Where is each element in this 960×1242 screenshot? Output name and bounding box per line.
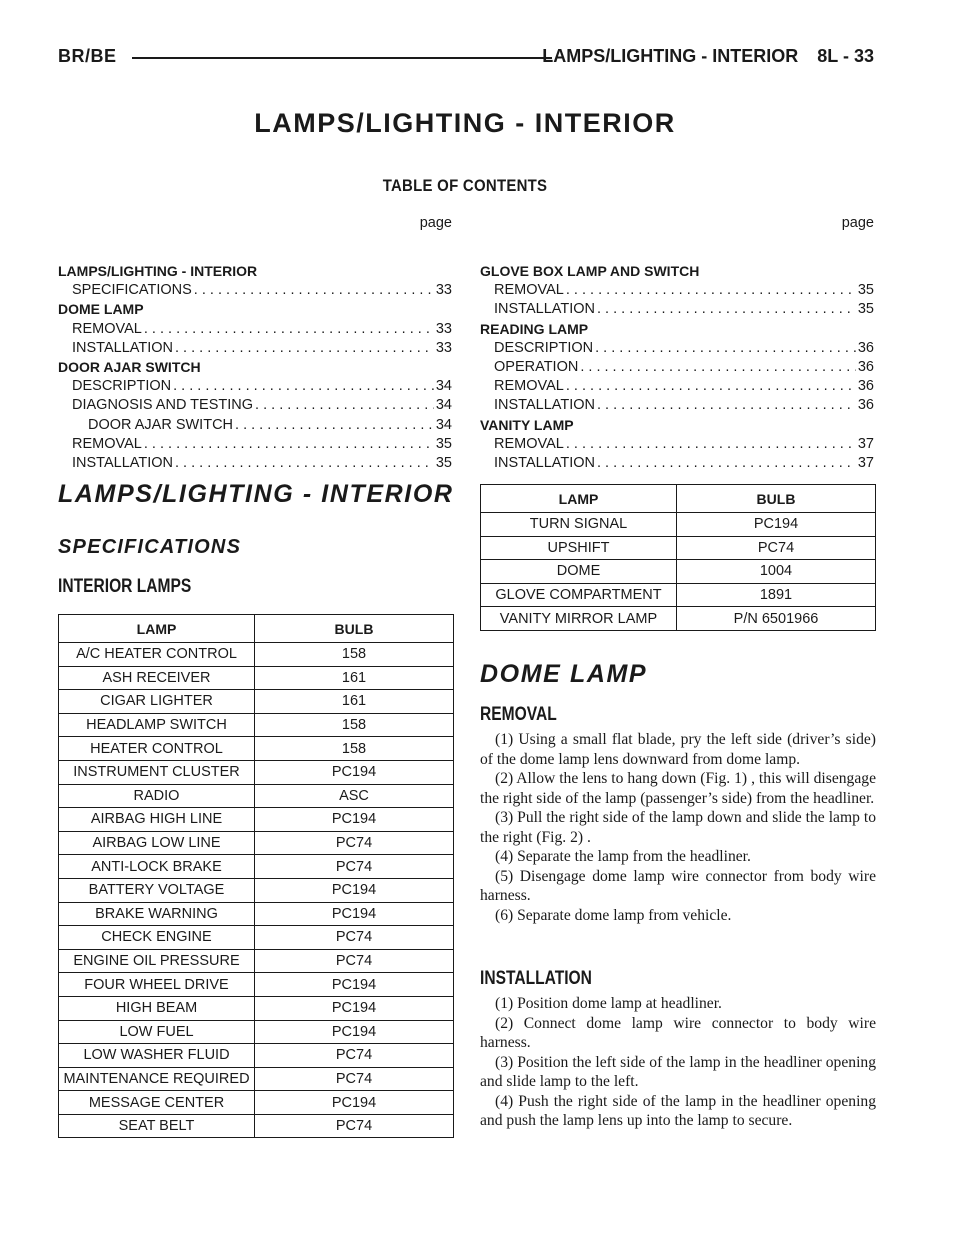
bulb-cell: PC194 bbox=[255, 1020, 454, 1044]
toc-entry bbox=[480, 377, 874, 396]
table-row bbox=[59, 1044, 454, 1068]
table-row bbox=[59, 808, 454, 832]
toc-entry bbox=[480, 262, 874, 281]
lamp-cell: AIRBAG HIGH LINE bbox=[59, 808, 255, 832]
toc-leader-dots bbox=[597, 396, 856, 415]
toc-entry bbox=[58, 262, 452, 281]
toc-entry-page: 37 bbox=[857, 455, 874, 472]
bulb-cell: 158 bbox=[255, 643, 454, 667]
interior-lamps-heading: INTERIOR LAMPS bbox=[58, 576, 192, 597]
procedure-step: (4) Push the right side of the lamp in the headliner opening and push the lamp lens up into the lamp to secure. bbox=[480, 1092, 876, 1129]
toc-entry-label: INSTALLATION bbox=[494, 455, 595, 472]
bulb-cell: PC194 bbox=[255, 902, 454, 926]
bulb-cell: PC74 bbox=[255, 855, 454, 879]
table-row bbox=[59, 760, 454, 784]
bulb-cell: 161 bbox=[255, 690, 454, 714]
toc-entry-page: 36 bbox=[857, 359, 874, 376]
toc-entry-page: 33 bbox=[435, 339, 452, 356]
toc-entry-label: INSTALLATION bbox=[72, 339, 173, 356]
header-right bbox=[528, 46, 874, 67]
table-row bbox=[59, 1114, 454, 1138]
lamp-cell: BRAKE WARNING bbox=[59, 902, 255, 926]
bulb-cell: PC194 bbox=[255, 760, 454, 784]
toc-entry bbox=[58, 416, 452, 435]
bulb-cell: 1004 bbox=[677, 560, 876, 584]
lamp-cell: LOW WASHER FLUID bbox=[59, 1044, 255, 1068]
toc-entry-label: REMOVAL bbox=[72, 435, 142, 452]
lamp-cell: CIGAR LIGHTER bbox=[59, 690, 255, 714]
lamp-cell: LOW FUEL bbox=[59, 1020, 255, 1044]
toc-entry bbox=[480, 435, 874, 454]
page-header bbox=[58, 44, 874, 70]
toc-entry-page: 34 bbox=[435, 416, 452, 433]
toc-entry bbox=[58, 300, 452, 319]
table-row bbox=[59, 949, 454, 973]
section-title: LAMPS/LIGHTING - INTERIOR bbox=[58, 480, 454, 508]
table-row bbox=[59, 1067, 454, 1091]
bulb-cell: PC194 bbox=[255, 878, 454, 902]
toc-entry-label: DOOR AJAR SWITCH bbox=[88, 416, 234, 433]
bulb-cell: PC74 bbox=[255, 1044, 454, 1068]
bulb-cell: 161 bbox=[255, 666, 454, 690]
toc-leader-dots bbox=[595, 339, 856, 358]
toc-entry-label: DOOR AJAR SWITCH bbox=[58, 359, 201, 376]
toc-entry bbox=[58, 281, 452, 300]
lamp-cell: AIRBAG LOW LINE bbox=[59, 831, 255, 855]
installation-procedure bbox=[480, 994, 876, 1131]
toc-entry bbox=[58, 435, 452, 454]
toc-entry-label: INSTALLATION bbox=[72, 455, 173, 472]
toc-entry-page: 33 bbox=[435, 282, 452, 299]
toc-entry bbox=[480, 358, 874, 377]
toc-leader-dots bbox=[175, 454, 434, 473]
toc-leader-dots bbox=[597, 300, 856, 319]
toc-entry-page: 35 bbox=[857, 301, 874, 318]
procedure-step: (6) Separate dome lamp from vehicle. bbox=[495, 906, 732, 924]
toc-entry bbox=[58, 377, 452, 396]
installation-heading: INSTALLATION bbox=[480, 968, 592, 989]
bulb-cell: 158 bbox=[255, 713, 454, 737]
toc-entry-page: 37 bbox=[857, 435, 874, 452]
toc-entry bbox=[480, 320, 874, 339]
lamp-cell: RADIO bbox=[59, 784, 255, 808]
procedure-step: (5) Disengage dome lamp wire connector from body wire harness. bbox=[480, 867, 876, 904]
lamp-cell: MESSAGE CENTER bbox=[59, 1091, 255, 1115]
toc-page-label: page bbox=[419, 215, 452, 231]
lamp-column-header: LAMP bbox=[481, 485, 677, 513]
bulb-cell: PC194 bbox=[677, 513, 876, 537]
bulb-column-header: BULB bbox=[255, 615, 454, 643]
toc-left-list bbox=[58, 262, 452, 473]
table-row bbox=[59, 973, 454, 997]
toc-entry-page: 36 bbox=[857, 378, 874, 395]
toc-entry-label: INSTALLATION bbox=[494, 397, 595, 414]
toc-entry bbox=[58, 396, 452, 415]
dome-lamp-heading: DOME LAMP bbox=[480, 660, 648, 688]
table-row bbox=[481, 513, 876, 537]
toc-entry-page: 35 bbox=[857, 282, 874, 299]
toc-entry-label: DESCRIPTION bbox=[494, 339, 594, 356]
toc-leader-dots bbox=[566, 281, 856, 300]
table-row bbox=[481, 583, 876, 607]
toc-heading: TABLE OF CONTENTS bbox=[382, 176, 548, 195]
toc-leader-dots bbox=[597, 454, 856, 473]
lamp-cell: HEADLAMP SWITCH bbox=[59, 713, 255, 737]
toc-leader-dots bbox=[144, 320, 434, 339]
procedure-step: (2) Allow the lens to hang down (Fig. 1) , this will disengage the right side of the lamp (passenger’s side) from the headliner. bbox=[480, 770, 876, 807]
table-row bbox=[481, 536, 876, 560]
table-row bbox=[481, 560, 876, 584]
toc-entry bbox=[480, 416, 874, 435]
table-row bbox=[59, 690, 454, 714]
table-row bbox=[59, 1020, 454, 1044]
bulb-cell: 158 bbox=[255, 737, 454, 761]
table-row bbox=[481, 607, 876, 631]
procedure-step: (1) Position dome lamp at headliner. bbox=[495, 995, 722, 1012]
bulb-cell: PC194 bbox=[255, 808, 454, 832]
toc-entry-label: REMOVAL bbox=[494, 282, 564, 299]
toc-entry-label: REMOVAL bbox=[72, 320, 142, 337]
bulb-cell: PC74 bbox=[255, 1067, 454, 1091]
bulb-cell: 1891 bbox=[677, 583, 876, 607]
table-row bbox=[59, 878, 454, 902]
toc-entry-page: 35 bbox=[435, 435, 452, 452]
toc-leader-dots bbox=[173, 377, 434, 396]
bulb-cell: P/N 6501966 bbox=[677, 607, 876, 631]
toc-page-label: page bbox=[841, 215, 874, 231]
toc-entry-label: READING LAMP bbox=[480, 320, 589, 337]
table-row bbox=[59, 926, 454, 950]
lamp-column-header: LAMP bbox=[59, 615, 255, 643]
toc-entry-label: DOME LAMP bbox=[58, 301, 144, 318]
lamp-cell: VANITY MIRROR LAMP bbox=[481, 607, 677, 631]
procedure-step: (3) Pull the right side of the lamp down and slide the lamp to the right (Fig. 2) . bbox=[480, 809, 876, 846]
lamp-cell: TURN SIGNAL bbox=[481, 513, 677, 537]
toc-leader-dots bbox=[255, 396, 434, 415]
bulb-cell: PC74 bbox=[255, 1114, 454, 1138]
bulb-cell: PC194 bbox=[255, 973, 454, 997]
header-model: BR/BE bbox=[58, 46, 117, 66]
lamp-cell: SEAT BELT bbox=[59, 1114, 255, 1138]
procedure-step: (3) Position the left side of the lamp in the headliner opening and slide lamp to the left. bbox=[480, 1053, 876, 1090]
toc-leader-dots bbox=[566, 435, 856, 454]
lamp-cell: GLOVE COMPARTMENT bbox=[481, 583, 677, 607]
toc-entry-page: 33 bbox=[435, 320, 452, 337]
bulb-cell: PC74 bbox=[255, 926, 454, 950]
toc-right-column bbox=[480, 214, 874, 473]
lamp-cell: A/C HEATER CONTROL bbox=[59, 643, 255, 667]
toc-leader-dots bbox=[194, 281, 434, 300]
toc-entry-label: INSTALLATION bbox=[494, 301, 595, 318]
toc-entry-label: GLOVE BOX LAMP AND SWITCH bbox=[480, 263, 700, 279]
toc-entry-page: 35 bbox=[435, 455, 452, 472]
toc-entry-page: 36 bbox=[857, 339, 874, 356]
bulb-cell: PC74 bbox=[255, 949, 454, 973]
interior-lamps-table bbox=[58, 614, 454, 1138]
bulb-cell: PC74 bbox=[677, 536, 876, 560]
bulb-cell: ASC bbox=[255, 784, 454, 808]
table-header-row bbox=[481, 485, 876, 513]
toc-right-list bbox=[480, 262, 874, 473]
lamp-cell: UPSHIFT bbox=[481, 536, 677, 560]
lamp-cell: BATTERY VOLTAGE bbox=[59, 878, 255, 902]
toc-entry bbox=[480, 339, 874, 358]
header-page-number: 8L - 33 bbox=[817, 46, 874, 66]
toc-entry-label: LAMPS/LIGHTING - INTERIOR bbox=[58, 263, 258, 279]
page-title: LAMPS/LIGHTING - INTERIOR bbox=[254, 108, 676, 138]
header-rule bbox=[132, 57, 552, 59]
toc-entry-label: SPECIFICATIONS bbox=[72, 282, 192, 299]
lamp-cell: CHECK ENGINE bbox=[59, 926, 255, 950]
toc-entry bbox=[480, 300, 874, 319]
bulb-column-header: BULB bbox=[677, 485, 876, 513]
table-row bbox=[59, 855, 454, 879]
procedure-step: (2) Connect dome lamp wire connector to body wire harness. bbox=[480, 1014, 876, 1051]
toc-entry bbox=[480, 281, 874, 300]
lamp-cell: INSTRUMENT CLUSTER bbox=[59, 760, 255, 784]
lamp-cell: ENGINE OIL PRESSURE bbox=[59, 949, 255, 973]
table-header-row bbox=[59, 615, 454, 643]
table-row bbox=[59, 996, 454, 1020]
toc-entry-label: VANITY LAMP bbox=[480, 416, 574, 433]
table-row bbox=[59, 902, 454, 926]
toc-entry bbox=[58, 454, 452, 473]
lamp-cell: MAINTENANCE REQUIRED bbox=[59, 1067, 255, 1091]
interior-lamps-table-continued bbox=[480, 484, 876, 631]
lamp-cell: DOME bbox=[481, 560, 677, 584]
toc-left-column bbox=[58, 214, 452, 473]
toc-leader-dots bbox=[566, 377, 856, 396]
toc-leader-dots bbox=[175, 339, 434, 358]
specifications-heading: SPECIFICATIONS bbox=[58, 536, 242, 558]
table-row bbox=[59, 643, 454, 667]
toc-entry bbox=[480, 396, 874, 415]
lamp-cell: HIGH BEAM bbox=[59, 996, 255, 1020]
table-row bbox=[59, 713, 454, 737]
toc-entry-page: 36 bbox=[857, 397, 874, 414]
toc-entry bbox=[58, 339, 452, 358]
procedure-step: (4) Separate the lamp from the headliner. bbox=[495, 848, 751, 865]
toc-entry bbox=[58, 320, 452, 339]
toc-entry-label: OPERATION bbox=[494, 359, 579, 376]
toc-entry-label: REMOVAL bbox=[494, 435, 564, 452]
header-section: LAMPS/LIGHTING - INTERIOR bbox=[542, 46, 799, 66]
toc-entry-page: 34 bbox=[435, 378, 452, 395]
removal-procedure bbox=[480, 730, 876, 925]
toc-entry-label: DIAGNOSIS AND TESTING bbox=[72, 397, 254, 414]
lamp-cell: HEATER CONTROL bbox=[59, 737, 255, 761]
table-row bbox=[59, 737, 454, 761]
table-row bbox=[59, 666, 454, 690]
toc-leader-dots bbox=[580, 358, 856, 377]
lamp-cell: ASH RECEIVER bbox=[59, 666, 255, 690]
toc-entry-page: 34 bbox=[435, 397, 452, 414]
toc-entry-label: DESCRIPTION bbox=[72, 378, 172, 395]
procedure-step: (1) Using a small flat blade, pry the left side (driver’s side) of the dome lamp lens downward from dome lamp. bbox=[480, 731, 876, 768]
bulb-cell: PC74 bbox=[255, 831, 454, 855]
bulb-cell: PC194 bbox=[255, 1091, 454, 1115]
toc-leader-dots bbox=[235, 416, 434, 435]
table-row bbox=[59, 784, 454, 808]
toc-entry-label: REMOVAL bbox=[494, 378, 564, 395]
table-row bbox=[59, 831, 454, 855]
bulb-cell: PC194 bbox=[255, 996, 454, 1020]
lamp-cell: ANTI-LOCK BRAKE bbox=[59, 855, 255, 879]
removal-heading: REMOVAL bbox=[480, 704, 557, 725]
toc-entry bbox=[58, 358, 452, 377]
lamp-cell: FOUR WHEEL DRIVE bbox=[59, 973, 255, 997]
table-row bbox=[59, 1091, 454, 1115]
toc-entry bbox=[480, 454, 874, 473]
toc-leader-dots bbox=[144, 435, 434, 454]
